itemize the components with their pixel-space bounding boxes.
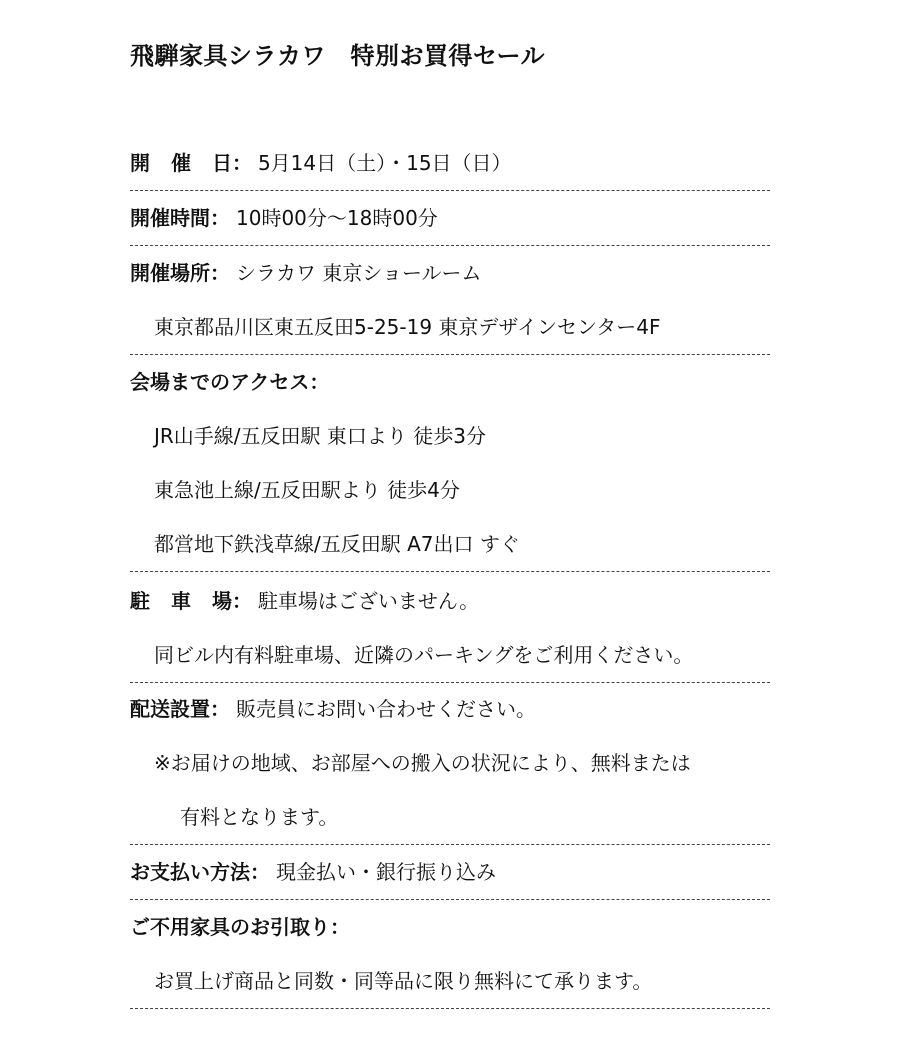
page-title: 飛騨家具シラカワ 特別お買得セール: [130, 42, 546, 70]
time-colon: ：: [210, 206, 230, 230]
delivery-note: ※お届けの地域、お部屋への搬入の状況により、無料または: [154, 751, 691, 775]
date-colon: ：: [231, 151, 252, 175]
venue-value: シラカワ 東京ショールーム: [236, 261, 482, 285]
section-access: [130, 355, 770, 572]
access-label: 会場までのアクセス: [130, 370, 310, 394]
date-value: 5月14日（土）・15日（日）: [257, 151, 512, 175]
payment-label: お支払い方法: [130, 860, 250, 884]
parking-label-last: 場: [211, 589, 232, 613]
parking-line: [130, 574, 770, 628]
venue-label: 開催場所: [130, 261, 210, 285]
section-venue: [130, 246, 770, 355]
venue-line: [130, 246, 770, 300]
time-line: [130, 191, 770, 245]
time-label: 開催時間: [130, 206, 210, 230]
access-route: 東急池上線/五反田駅より 徒歩4分: [154, 478, 460, 502]
section-payment: [130, 845, 770, 900]
date-label: [130, 151, 232, 175]
section-parking: [130, 574, 770, 683]
parking-label: [130, 589, 232, 613]
date-label-last: 日: [211, 151, 232, 175]
date-label-main: 開 催: [130, 151, 212, 175]
venue-colon: ：: [210, 261, 230, 285]
delivery-label: 配送設置: [130, 697, 210, 721]
pickup-label: ご不用家具のお引取り: [130, 915, 330, 939]
delivery-line: [130, 682, 770, 736]
time-value: 10時00分～18時00分: [236, 206, 438, 230]
pickup-line: [130, 900, 770, 954]
access-route: 都営地下鉄浅草線/五反田駅 A7出口 すぐ: [154, 532, 520, 556]
parking-label-main: 駐 車: [130, 589, 212, 613]
access-line: [130, 355, 770, 409]
date-line: [130, 136, 770, 190]
parking-note: 同ビル内有料駐車場、近隣のパーキングをご利用ください。: [154, 643, 694, 667]
access-route: JR山手線/五反田駅 東口より 徒歩3分: [154, 424, 486, 448]
parking-colon: ：: [231, 589, 252, 613]
payment-colon: ：: [250, 860, 270, 884]
pickup-colon: ：: [330, 915, 350, 939]
delivery-value: 販売員にお問い合わせください。: [236, 697, 536, 721]
section-date: [130, 136, 770, 191]
pickup-value: お買上げ商品と同数・同等品に限り無料にて承ります。: [154, 969, 653, 993]
payment-value: 現金払い・銀行振り込み: [276, 860, 496, 884]
section-delivery: [130, 682, 770, 845]
section-time: [130, 191, 770, 246]
delivery-note-continued: 有料となります。: [180, 805, 339, 829]
delivery-colon: ：: [210, 697, 230, 721]
section-pickup: [130, 900, 770, 1009]
venue-address: 東京都品川区東五反田5-25-19 東京デザインセンター4F: [154, 315, 661, 339]
payment-line: [130, 845, 770, 899]
parking-value: 駐車場はございません。: [257, 589, 480, 613]
access-colon: ：: [309, 370, 330, 394]
